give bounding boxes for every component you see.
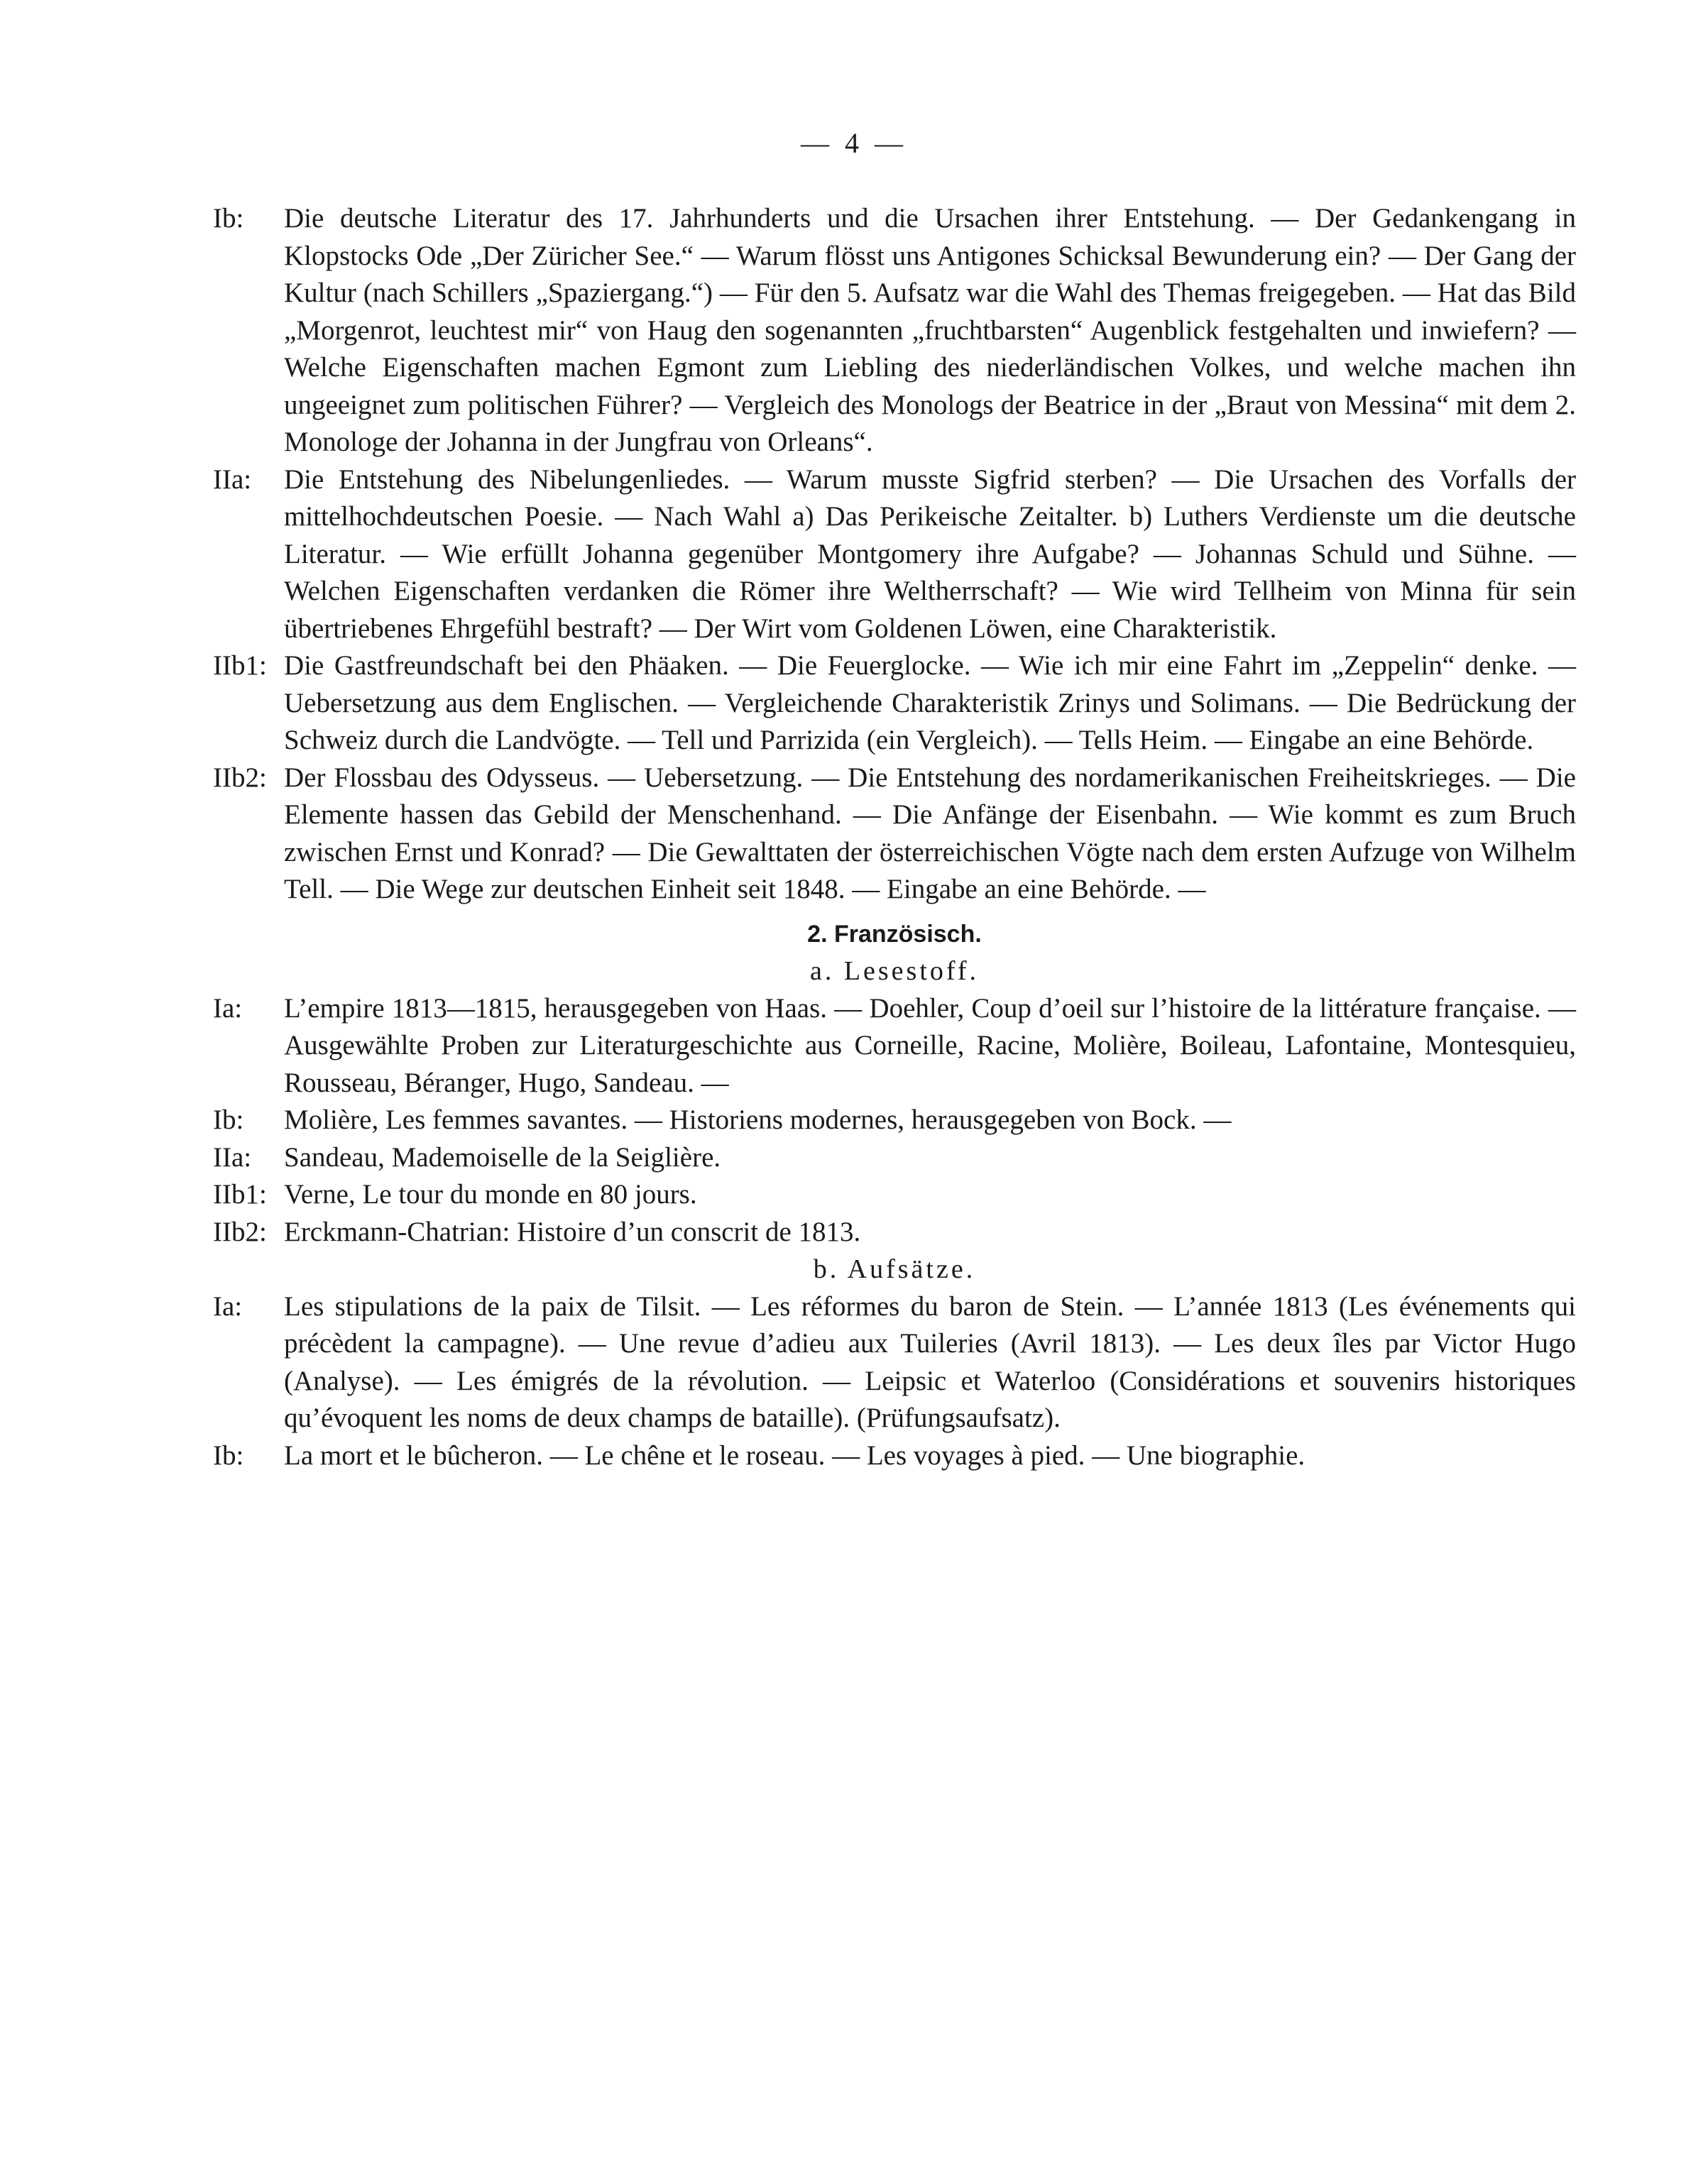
class-label: Ib: bbox=[213, 1105, 244, 1135]
entry-german-iib1 bbox=[213, 647, 1576, 760]
entry-text: Molière, Les femmes savantes. — Historiens modernes, herausgegeben von Bock. — bbox=[284, 1105, 1232, 1135]
entry-german-iia bbox=[213, 461, 1576, 648]
section-heading-franzoesisch: 2. Französisch. bbox=[807, 920, 982, 948]
class-label: Ia: bbox=[213, 1290, 243, 1322]
entry-text: La mort et le bûcheron. — Le chêne et le roseau. — Les voyages à pied. — Une biographie. bbox=[284, 1440, 1305, 1471]
entry-lesestoff-iib1 bbox=[213, 1176, 1576, 1214]
entry-aufsaetze-ia bbox=[213, 1288, 1576, 1437]
entry-text: Die Gastfreundschaft bei den Phäaken. — Die Feuerglocke. — Wie ich mir eine Fahrt im „Zeppelin“ denke. — Uebersetzung aus dem Englischen. — Vergleichende Charakteristik Zrinys und Solimans. — Die Bedrückung der Schweiz durch die Landvögte. — Tell und Parrizida (ein Vergleich). — Tells Heim. — Eingabe an eine Behörde. bbox=[284, 650, 1576, 755]
entry-lesestoff-ib bbox=[213, 1102, 1576, 1139]
entry-lesestoff-iia bbox=[213, 1139, 1576, 1177]
class-label: IIa: bbox=[213, 464, 252, 495]
entry-text: Verne, Le tour du monde en 80 jours. bbox=[284, 1179, 697, 1210]
class-label: Ia: bbox=[213, 992, 243, 1024]
class-label: IIa: bbox=[213, 1141, 252, 1173]
class-label: IIb2: bbox=[213, 762, 267, 793]
entry-text: L’empire 1813—1815, herausgegeben von Haas. — Doehler, Coup d’oeil sur l’histoire de la littérature française. — Ausgewählte Proben zur Literaturgeschichte aus Corneille, Racine, Molière, Boileau, Lafontaine, Montesquieu, Rousseau, Béranger, Hugo, Sandeau. — bbox=[284, 992, 1576, 1098]
class-label: Ib: bbox=[213, 203, 244, 234]
class-label: Ib: bbox=[213, 1440, 244, 1471]
entry-text: Erckmann-Chatrian: Histoire d’un conscrit de 1813. bbox=[284, 1216, 861, 1247]
entry-text: Die deutsche Literatur des 17. Jahrhunderts und die Ursachen ihrer Entstehung. — Der Gedankengang in Klopstocks Ode „Der Züricher See.“ — Warum flösst uns Antigones Schicksal Bewunderung ein? — Der Gang der Kultur (nach Schillers „Spaziergang.“) — Für den 5. Aufsatz war die Wahl des Themas freigegeben. — Hat das Bild „Morgenrot, leuchtest mir“ von Haug den sogenannten „fruchtbarsten“ Augenblick festgehalten und inwiefern? — Welche Eigenschaften machen Egmont zum Liebling des niederländischen Volkes, und welche machen ihn ungeeignet zum politischen Führer? — Vergleich des Monologs der Beatrice in der „Braut von Messina“ mit dem 2. Monologe der Johanna in der Jungfrau von Orleans“. bbox=[284, 203, 1576, 457]
entry-lesestoff-ia bbox=[213, 990, 1576, 1102]
german-essay-list bbox=[213, 200, 1576, 1474]
entry-lesestoff-iib2 bbox=[213, 1214, 1576, 1251]
page-number: — 4 — bbox=[801, 127, 907, 159]
entry-text: Der Flossbau des Odysseus. — Uebersetzung. — Die Entstehung des nordamerikanischen Freiheitskrieges. — Die Elemente hassen das Gebild der Menschenhand. — Die Anfänge der Eisenbahn. — Wie kommt es zum Bruch zwischen Ernst und Konrad? — Die Gewalttaten der österreichischen Vögte nach dem ersten Aufzuge von Wilhelm Tell. — Die Wege zur deutschen Einheit seit 1848. — Eingabe an eine Behörde. — bbox=[284, 762, 1576, 904]
entry-text: Die Entstehung des Nibelungenliedes. — Warum musste Sigfrid sterben? — Die Ursachen des Vorfalls der mittelhochdeutschen Poesie. — Nach Wahl a) Das Perikeische Zeitalter. b) Luthers Verdienste um die deutsche Literatur. — Wie erfüllt Johanna gegenüber Montgomery ihre Aufgabe? — Johannas Schuld und Sühne. — Welchen Eigenschaften verdanken die Römer ihre Weltherrschaft? — Wie wird Tellheim von Minna für sein übertriebenes Ehrgefühl bestraft? — Der Wirt vom Goldenen Löwen, eine Charakteristik. bbox=[284, 464, 1576, 644]
subheading-aufsaetze: b. Aufsätze. bbox=[813, 1254, 976, 1284]
class-label: IIb1: bbox=[213, 1179, 267, 1210]
entry-german-ib bbox=[213, 200, 1576, 461]
class-label: IIb1: bbox=[213, 650, 267, 681]
entry-text: Les stipulations de la paix de Tilsit. — Les réformes du baron de Stein. — L’année 1813 (Les événements qui précèdent la campagne). — Une revue d’adieu aux Tuileries (Avril 1813). — Les deux îles par Victor Hugo (Analyse). — Les émigrés de la révolution. — Leipsic et Waterloo (Considérations et souvenirs historiques qu’évoquent les noms de deux champs de bataille). (Prüfungsaufsatz). bbox=[284, 1290, 1576, 1433]
entry-aufsaetze-ib bbox=[213, 1437, 1576, 1475]
subheading-lesestoff: a. Lesestoff. bbox=[809, 956, 980, 986]
class-label: IIb2: bbox=[213, 1216, 267, 1247]
entry-german-iib2 bbox=[213, 760, 1576, 909]
entry-text: Sandeau, Mademoiselle de la Seiglière. bbox=[284, 1141, 721, 1173]
